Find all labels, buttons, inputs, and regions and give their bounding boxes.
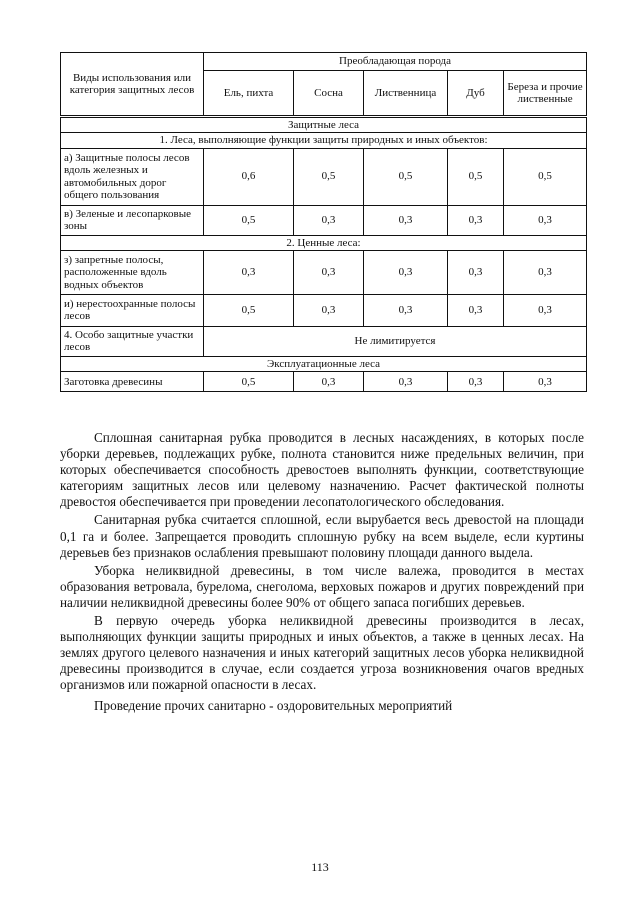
table-row	[61, 148, 587, 205]
cell-value: 0,5	[504, 148, 587, 205]
felling-density-table	[60, 52, 587, 392]
subsection-valuable-forests: 2. Ценные леса:	[61, 235, 587, 250]
body-text	[60, 430, 584, 716]
cell-value: 0,3	[448, 250, 504, 294]
header-species-birch: Береза и прочие лиственные	[504, 71, 587, 117]
cell-value: 0,5	[294, 148, 364, 205]
cell-value: 0,3	[504, 294, 587, 326]
header-species-spruce: Ель, пихта	[204, 71, 294, 117]
cell-value: 0,3	[364, 205, 448, 235]
cell-not-limited: Не лимитируется	[204, 326, 587, 356]
paragraph: В первую очередь уборка неликвидной древесины производится в лесах, выполняющих функции защиты природных и иных объектов, а также в ценных лесах. На землях другого целевого назначения и иных категорий защитных лесов уборка неликвидной древесины производится в случае, если создается угроза возникновения очагов вредных организмов или пожарной опасности в лесах.	[60, 613, 584, 693]
cell-value: 0,3	[294, 205, 364, 235]
section-protective-forests: Защитные леса	[61, 117, 587, 133]
cell-value: 0,5	[204, 294, 294, 326]
header-species-pine: Сосна	[294, 71, 364, 117]
subsection-protection-functions: 1. Леса, выполняющие функции защиты природных и иных объектов:	[61, 133, 587, 148]
cell-value: 0,3	[364, 250, 448, 294]
paragraph: Уборка неликвидной древесины, в том числе валежа, проводится в местах образования ветровала, бурелома, снеголома, верховых пожаров и других повреждений при наличии неликвидной древесины более 90% от общего запаса погибших деревьев.	[60, 562, 584, 610]
cell-value: 0,3	[364, 372, 448, 392]
header-dominant-species: Преобладающая порода	[204, 53, 587, 71]
cell-value: 0,3	[504, 205, 587, 235]
cell-value: 0,3	[448, 372, 504, 392]
cell-value: 0,3	[294, 294, 364, 326]
table-row	[61, 326, 587, 356]
table-row	[61, 205, 587, 235]
header-species-oak: Дуб	[448, 71, 504, 117]
cell-value: 0,3	[504, 250, 587, 294]
table-row	[61, 372, 587, 392]
page-number: 113	[311, 860, 329, 874]
row-label: Заготовка древесины	[61, 372, 204, 392]
table-row	[61, 250, 587, 294]
cell-value: 0,6	[204, 148, 294, 205]
header-usage-type: Виды использования или категория защитных лесов	[61, 53, 204, 117]
paragraph: Сплошная санитарная рубка проводится в лесных насаждениях, в которых после уборки деревьев, подлежащих рубке, полнота становится ниже предельных величин, при которых обеспечивается способность древостоев выполнять функции, соответствующие категориям защитных лесов или целевому назначению. Расчет фактической полноты древостоя обеспечивается при проведении лесопатологического обследования.	[60, 430, 584, 510]
cell-value: 0,3	[504, 372, 587, 392]
row-label: з) запретные полосы, расположенные вдоль водных объектов	[61, 250, 204, 294]
section-exploitation-forests: Эксплуатационные леса	[61, 356, 587, 371]
row-label: а) Защитные полосы лесов вдоль железных и автомобильных дорог общего пользования	[61, 148, 204, 205]
cell-value: 0,3	[204, 250, 294, 294]
header-species-larch: Лиственница	[364, 71, 448, 117]
section-heading: Проведение прочих санитарно - оздоровительных мероприятий	[94, 697, 453, 713]
cell-value: 0,5	[364, 148, 448, 205]
row-label: в) Зеленые и лесопарковые зоны	[61, 205, 204, 235]
row-label: и) нерестоохранные полосы лесов	[61, 294, 204, 326]
table-row	[61, 294, 587, 326]
cell-value: 0,5	[448, 148, 504, 205]
cell-value: 0,3	[294, 250, 364, 294]
cell-value: 0,3	[448, 205, 504, 235]
row-label: 4. Особо защитные участки лесов	[61, 326, 204, 356]
cell-value: 0,3	[448, 294, 504, 326]
paragraph: Санитарная рубка считается сплошной, если вырубается весь древостой на площади 0,1 га и более. Запрещается проводить сплошную рубку на всем выделе, если куртины деревьев без признаков ослабления превышают половину площади данного выдела.	[60, 512, 584, 560]
cell-value: 0,5	[204, 372, 294, 392]
cell-value: 0,3	[294, 372, 364, 392]
cell-value: 0,3	[364, 294, 448, 326]
cell-value: 0,5	[204, 205, 294, 235]
